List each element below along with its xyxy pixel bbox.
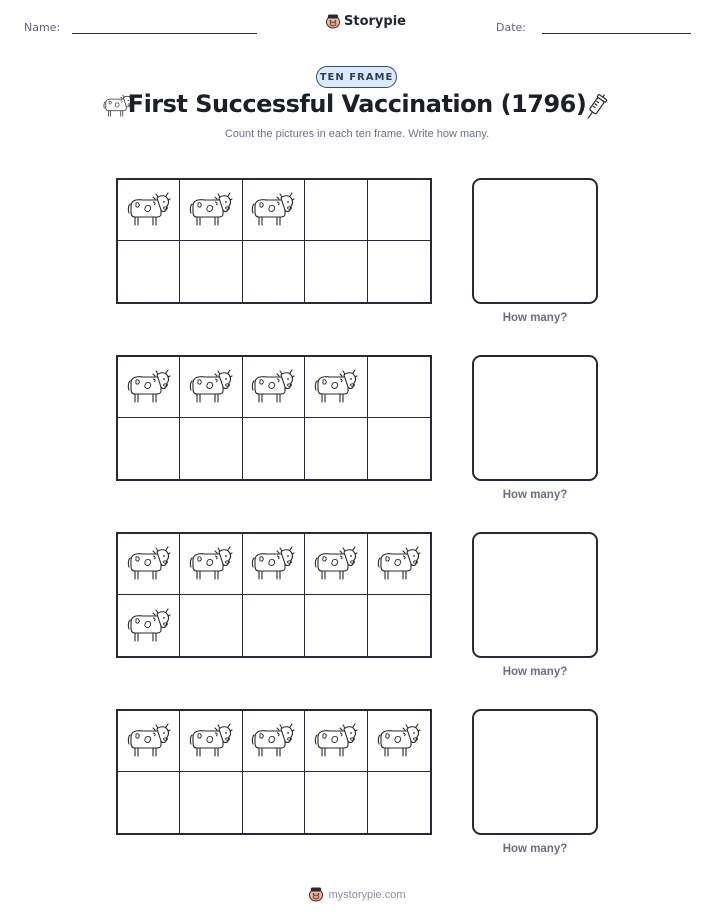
brand-logo (325, 13, 406, 30)
ten-frame (116, 355, 432, 481)
cow-icon (251, 192, 295, 228)
footer-url: mystorypie.com (328, 888, 406, 901)
ten-frame-cell (118, 418, 180, 479)
date-write-line[interactable] (542, 33, 691, 34)
ten-frame-cell (180, 241, 242, 302)
instructions: Count the pictures in each ten frame. Write how many. (224, 128, 490, 140)
how-many-label: How many? (502, 666, 568, 678)
ten-frame-cell (243, 534, 305, 595)
ten-frame-cell (243, 357, 305, 418)
ten-frame-cell (305, 534, 367, 595)
cow-icon (251, 546, 295, 582)
answer-box[interactable] (472, 355, 598, 481)
ten-frame-cell (118, 357, 180, 418)
ten-frame-cell (180, 357, 242, 418)
cow-icon (127, 192, 171, 228)
pig-mascot-icon (308, 886, 324, 903)
ten-frame-cell (305, 595, 367, 656)
ten-frame-cell (305, 772, 367, 833)
cow-icon (189, 723, 233, 759)
ten-frame-cell (368, 711, 430, 772)
cow-icon (127, 723, 171, 759)
footer (0, 886, 714, 903)
cow-icon (314, 546, 358, 582)
ten-frame-cell (305, 418, 367, 479)
ten-frame-cell (368, 534, 430, 595)
ten-frame-cell (118, 241, 180, 302)
answer-box[interactable] (472, 709, 598, 835)
ten-frame-cell (368, 418, 430, 479)
ten-frame (116, 178, 432, 304)
brand-name: Storypie (344, 14, 406, 29)
cow-icon (189, 192, 233, 228)
cow-icon (314, 369, 358, 405)
ten-frame-cell (243, 595, 305, 656)
ten-frame-cell (368, 180, 430, 241)
ten-frame-cell (368, 241, 430, 302)
answer-box[interactable] (472, 532, 598, 658)
cow-icon (314, 723, 358, 759)
ten-frame-cell (243, 241, 305, 302)
ten-frame-cell (305, 711, 367, 772)
ten-frame-cell (118, 711, 180, 772)
ten-frame-cell (118, 772, 180, 833)
cow-icon (251, 723, 295, 759)
ten-frame-cell (118, 180, 180, 241)
date-label: Date: (496, 21, 526, 34)
ten-frame-cell (180, 711, 242, 772)
ten-frame-cell (305, 241, 367, 302)
ten-frame-cell (368, 772, 430, 833)
how-many-label: How many? (502, 489, 568, 501)
ten-frame-cell (368, 357, 430, 418)
ten-frame-cell (243, 418, 305, 479)
cow-icon (251, 369, 295, 405)
ten-frame-cell (368, 595, 430, 656)
how-many-label: How many? (502, 843, 568, 855)
ten-frame (116, 709, 432, 835)
ten-frame-cell (180, 772, 242, 833)
ten-frame-cell (305, 357, 367, 418)
ten-frame-cell (305, 180, 367, 241)
ten-frame-cell (118, 534, 180, 595)
ten-frame-cell (180, 595, 242, 656)
ten-frame-cell (118, 595, 180, 656)
syringe-icon (582, 92, 610, 122)
cow-icon (377, 723, 421, 759)
ten-frame-cell (243, 180, 305, 241)
ten-frame (116, 532, 432, 658)
name-write-line[interactable] (72, 33, 257, 34)
cow-icon (127, 369, 171, 405)
page-title: First Successful Vaccination (1796) (127, 90, 587, 118)
pig-mascot-icon (325, 13, 341, 30)
cow-icon (377, 546, 421, 582)
cow-icon (189, 369, 233, 405)
how-many-label: How many? (502, 312, 568, 324)
ten-frame-cell (180, 418, 242, 479)
ten-frame-cell (243, 772, 305, 833)
cow-icon (189, 546, 233, 582)
worksheet-type-badge: TEN FRAME (316, 66, 397, 88)
name-label: Name: (24, 21, 61, 34)
ten-frame-cell (180, 180, 242, 241)
cow-icon (127, 546, 171, 582)
cow-icon (127, 608, 171, 644)
ten-frame-cell (180, 534, 242, 595)
ten-frame-cell (243, 711, 305, 772)
answer-box[interactable] (472, 178, 598, 304)
